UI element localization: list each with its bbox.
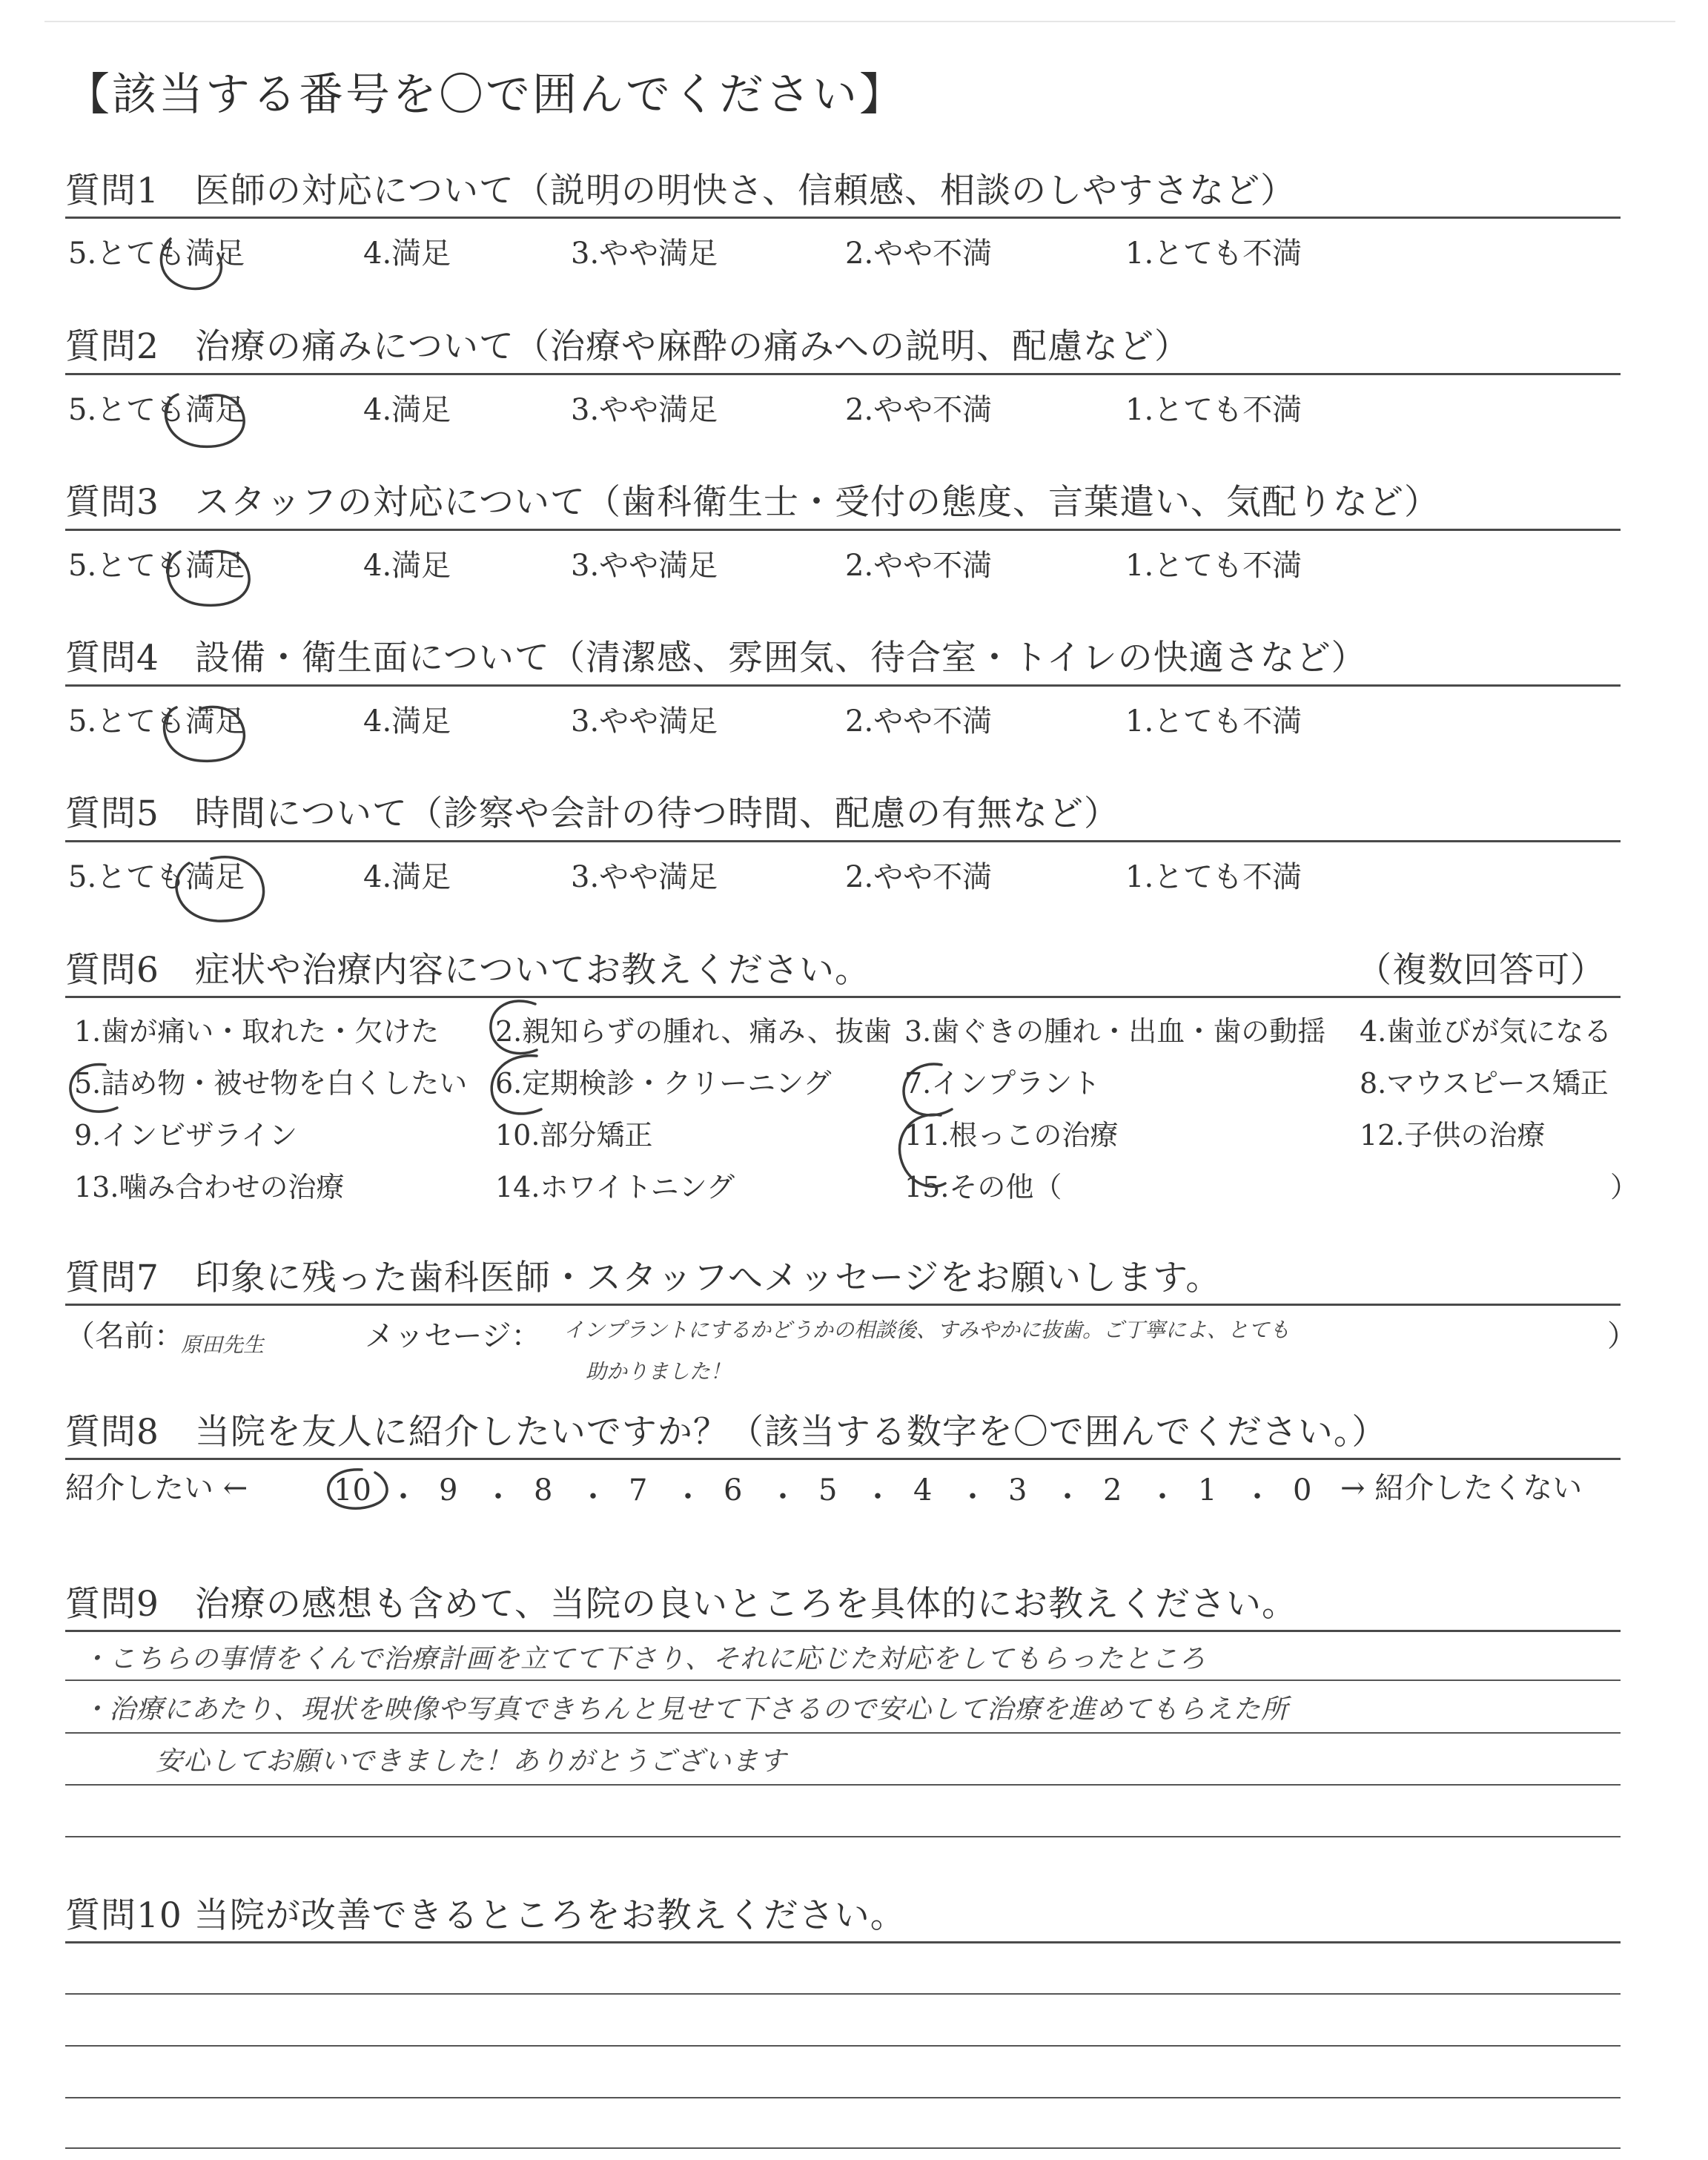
q5-title: 質問5 時間について（診察や会計の待つ時間、配慮の有無など）: [65, 793, 1119, 834]
q5-option-1[interactable]: 1.とても不満: [1125, 860, 1302, 894]
q6-option-14[interactable]: 14.ホワイトニング: [495, 1171, 735, 1203]
q6-option-2[interactable]: 2.親知らずの腫れ、痛み、抜歯: [495, 1015, 892, 1048]
q8-scale-7[interactable]: 7: [629, 1473, 648, 1507]
q8-rule: [65, 1458, 1621, 1460]
q8-scale-8[interactable]: 8: [534, 1473, 553, 1507]
q5-option-2[interactable]: 2.やや不満: [845, 860, 993, 894]
q6-option-9[interactable]: 9.インビザライン: [74, 1119, 298, 1152]
q8-scale-2[interactable]: 2: [1103, 1473, 1122, 1507]
q2-title: 質問2 治療の痛みについて（治療や麻酔の痛みへの説明、配慮など）: [65, 326, 1191, 367]
q10-writing-line[interactable]: [65, 1993, 1621, 1995]
q4-option-5[interactable]: 5.とても満足: [68, 704, 245, 739]
q2-option-4[interactable]: 4.満足: [363, 393, 451, 427]
q5-option-3[interactable]: 3.やや満足: [571, 860, 718, 894]
q8-scale-1[interactable]: 1: [1198, 1473, 1217, 1507]
q6-option-6[interactable]: 6.定期検診・クリーニング: [495, 1067, 832, 1100]
q9-answer-line2[interactable]: ・治療にあたり、現状を映像や写真できちんと見せて下さるので安心して治療を進めてもらえた所: [82, 1694, 1289, 1725]
q6-option-7[interactable]: 7.インプラント: [904, 1067, 1101, 1100]
q10-title: 質問10 当院が改善できるところをお教えください。: [65, 1895, 906, 1936]
q9-answer-line3[interactable]: 安心してお願いできました！ありがとうございます: [156, 1746, 787, 1777]
q7-name-label: （名前：: [65, 1319, 184, 1353]
q2-option-2[interactable]: 2.やや不満: [845, 393, 993, 427]
q6-option-5[interactable]: 5.詰め物・被せ物を白くしたい: [74, 1067, 468, 1100]
q4-option-2[interactable]: 2.やや不満: [845, 704, 993, 739]
q7-close-paren: ）: [1607, 1319, 1637, 1353]
q5-rule: [65, 840, 1621, 842]
q8-scale-3[interactable]: 3: [1008, 1473, 1027, 1507]
q6-option-11[interactable]: 11.根っこの治療: [904, 1119, 1119, 1152]
q10-writing-line[interactable]: [65, 2045, 1621, 2047]
q1-title: 質問1 医師の対応について（説明の明快さ、信頼感、相談のしやすさなど）: [65, 171, 1297, 211]
q8-scale-5[interactable]: 5: [818, 1473, 838, 1507]
q8-separator: ・: [863, 1480, 893, 1514]
q3-option-5[interactable]: 5.とても満足: [68, 549, 245, 583]
q2-rule: [65, 373, 1621, 375]
q6-option-15-close: ）: [1610, 1171, 1639, 1203]
q8-separator: ・: [388, 1480, 418, 1514]
q2-option-3[interactable]: 3.やや満足: [571, 393, 718, 427]
q9-writing-line: [65, 1680, 1621, 1681]
q1-option-1[interactable]: 1.とても不満: [1125, 237, 1302, 271]
q2-option-1[interactable]: 1.とても不満: [1125, 393, 1302, 427]
q6-title: 質問6 症状や治療内容についてお教えください。: [65, 950, 870, 991]
q3-option-3[interactable]: 3.やや満足: [571, 549, 718, 583]
q7-rule: [65, 1304, 1621, 1306]
q5-option-5[interactable]: 5.とても満足: [68, 860, 245, 894]
q9-writing-line: [65, 1836, 1621, 1837]
q7-message-handwritten-line2[interactable]: 助かりました！: [586, 1359, 732, 1384]
q9-writing-line: [65, 1732, 1621, 1734]
q7-message-label: メッセージ：: [365, 1319, 541, 1353]
q8-scale-6[interactable]: 6: [724, 1473, 743, 1507]
q3-option-4[interactable]: 4.満足: [363, 549, 451, 583]
q3-title: 質問3 スタッフの対応について（歯科衛生士・受付の態度、言葉遣い、気配りなど）: [65, 482, 1440, 523]
q8-separator: ・: [483, 1480, 513, 1514]
q10-writing-line[interactable]: [65, 2147, 1621, 2149]
q9-rule: [65, 1630, 1621, 1632]
q4-option-4[interactable]: 4.満足: [363, 704, 451, 739]
q2-option-5[interactable]: 5.とても満足: [68, 393, 245, 427]
q6-option-8[interactable]: 8.マウスピース矯正: [1360, 1067, 1609, 1100]
q6-option-12[interactable]: 12.子供の治療: [1360, 1119, 1546, 1152]
q6-option-10[interactable]: 10.部分矯正: [495, 1119, 653, 1152]
q8-right-label: → 紹介したくない: [1340, 1471, 1583, 1505]
q9-writing-line: [65, 1784, 1621, 1786]
q9-answer-line1[interactable]: ・こちらの事情をくんで治療計画を立てて下さり、それに応じた対応をしてもらったところ: [82, 1644, 1207, 1674]
q1-rule: [65, 217, 1621, 219]
q7-name-handwritten[interactable]: 原田先生: [181, 1332, 265, 1357]
q8-separator: ・: [578, 1480, 608, 1514]
q5-option-4[interactable]: 4.満足: [363, 860, 451, 894]
q3-option-2[interactable]: 2.やや不満: [845, 549, 993, 583]
q7-title: 質問7 印象に残った歯科医師・スタッフへメッセージをお願いします。: [65, 1258, 1222, 1298]
page-header: 【該当する番号を〇で囲んでください】: [65, 69, 906, 121]
q10-writing-line[interactable]: [65, 2097, 1621, 2098]
q8-separator: ・: [1053, 1480, 1082, 1514]
q6-rule: [65, 996, 1621, 998]
q9-title: 質問9 治療の感想も含めて、当院の良いところを具体的にお教えください。: [65, 1584, 1297, 1625]
q4-title: 質問4 設備・衛生面について（清潔感、雰囲気、待合室・トイレの快適さなど）: [65, 638, 1367, 678]
q6-note: （複数回答可）: [1357, 950, 1606, 991]
q7-message-handwritten-line1[interactable]: インプラントにするかどうかの相談後、すみやかに抜歯。ご丁寧によ、とても: [563, 1318, 1291, 1342]
q8-title: 質問8 当院を友人に紹介したいですか？（該当する数字を〇で囲んでください。）: [65, 1412, 1388, 1453]
q8-scale-4[interactable]: 4: [913, 1473, 933, 1507]
q8-separator: ・: [1242, 1480, 1272, 1514]
q6-option-3[interactable]: 3.歯ぐきの腫れ・出血・歯の動揺: [904, 1015, 1326, 1048]
q1-option-2[interactable]: 2.やや不満: [845, 237, 993, 271]
q8-scale-0[interactable]: 0: [1293, 1473, 1312, 1507]
q3-option-1[interactable]: 1.とても不満: [1125, 549, 1302, 583]
q1-option-5[interactable]: 5.とても満足: [68, 237, 245, 271]
q8-separator: ・: [673, 1480, 703, 1514]
page-top-line: [44, 21, 1675, 22]
q1-option-3[interactable]: 3.やや満足: [571, 237, 718, 271]
q8-scale-9[interactable]: 9: [439, 1473, 458, 1507]
q3-rule: [65, 529, 1621, 531]
q8-scale-10[interactable]: 10: [334, 1473, 371, 1507]
q1-option-4[interactable]: 4.満足: [363, 237, 451, 271]
q4-option-1[interactable]: 1.とても不満: [1125, 704, 1302, 739]
q6-option-13[interactable]: 13.噛み合わせの治療: [74, 1171, 345, 1203]
q8-left-label: 紹介したい ←: [65, 1471, 248, 1505]
q8-separator: ・: [768, 1480, 798, 1514]
q6-option-1[interactable]: 1.歯が痛い・取れた・欠けた: [74, 1015, 440, 1048]
q4-rule: [65, 684, 1621, 687]
q6-option-4[interactable]: 4.歯並びが気になる: [1360, 1015, 1612, 1048]
q8-separator: ・: [958, 1480, 987, 1514]
q4-option-3[interactable]: 3.やや満足: [571, 704, 718, 739]
q10-rule: [65, 1941, 1621, 1943]
q8-separator: ・: [1148, 1480, 1177, 1514]
q6-option-15[interactable]: 15.その他（: [904, 1171, 1062, 1203]
